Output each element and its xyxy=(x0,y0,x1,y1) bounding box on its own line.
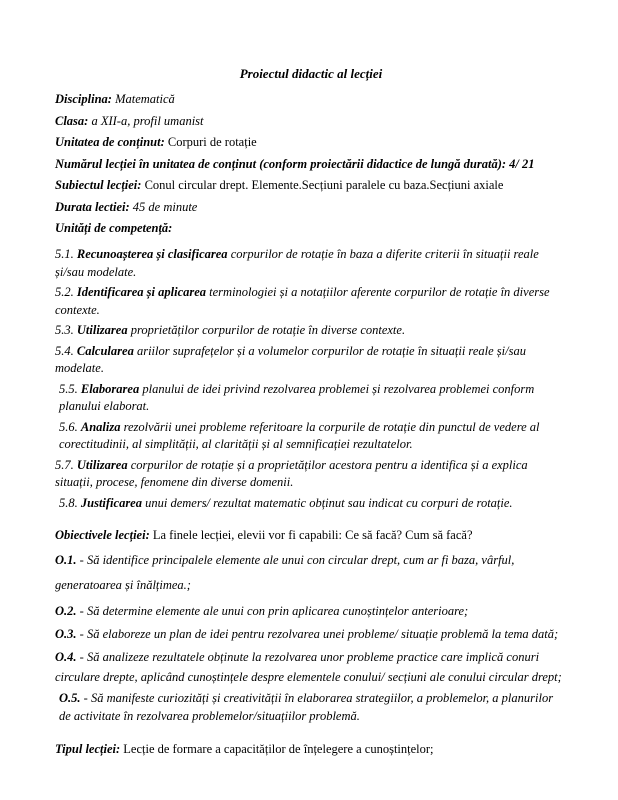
competency-text: corpurilor de rotație și a proprietăților acestora pentru a identifica și a explica situații, procese, fenomene din diverse domenii. xyxy=(55,457,528,489)
meta-label: Unitatea de conținut: xyxy=(55,135,165,149)
meta-label: Durata lectiei: xyxy=(55,199,130,214)
meta-label: Subiectul lecției: xyxy=(55,178,142,192)
objective-text: - Să elaboreze un plan de idei pentru rezolvarea unei probleme/ situație problemă la tema dată; xyxy=(79,627,559,641)
objective-item xyxy=(55,624,567,644)
competency-text: unui demers/ rezultat matematic obținut sau indicat cu corpuri de rotație. xyxy=(145,495,513,510)
competency-verb: Recunoașterea și clasificarea xyxy=(76,247,228,261)
competency-verb: Identificarea și aplicarea xyxy=(76,285,207,299)
meta-line-unitati-competenta xyxy=(55,219,567,237)
objectives-label: Obiectivele lecției: xyxy=(55,528,150,542)
objectives-intro-text: La finele lecției, elevii vor fi capabili: Ce să facă? Cum să facă? xyxy=(152,528,473,542)
competency-item xyxy=(55,246,567,281)
objective-item xyxy=(55,548,567,598)
competency-verb: Calcularea xyxy=(76,343,134,358)
competency-item xyxy=(55,457,567,492)
meta-line-numarul xyxy=(55,155,567,173)
objective-item xyxy=(55,601,567,621)
competency-number: 5.4. xyxy=(55,343,74,358)
objective-number: O.4. xyxy=(55,650,77,664)
meta-label: Numărul lecției în unitatea de conținut (conform proiectării didactice de lungă durată): 4/ 21 xyxy=(55,156,535,171)
competency-text: terminologiei și a notațiilor aferente corpurilor de rotație în diverse contexte. xyxy=(55,285,550,317)
competency-item xyxy=(55,381,567,416)
objective-number: O.2. xyxy=(55,604,77,618)
objective-text: - Să analizeze rezultatele obținute la rezolvarea unor probleme practice care implică conuri circulare drepte, aplicând cunoștințele despre elementele conului/ secțiuni ale conului circular drept; xyxy=(55,650,562,684)
lesson-type-line xyxy=(55,740,567,758)
meta-line-clasa xyxy=(55,112,567,130)
objective-number: O.5. xyxy=(59,691,81,705)
meta-label: Disciplina: xyxy=(55,92,112,106)
competency-number: 5.8. xyxy=(59,495,78,510)
competency-item xyxy=(55,322,567,340)
competency-text: planului de idei privind rezolvarea problemei și rezolvarea problemei conform planului elaborat. xyxy=(59,381,535,413)
competency-item xyxy=(55,284,567,319)
competencies-section xyxy=(55,246,567,512)
competency-number: 5.5. xyxy=(59,381,78,396)
meta-label: Clasa: xyxy=(55,113,89,128)
objective-number: O.1. xyxy=(55,553,77,567)
objective-item xyxy=(55,647,567,687)
meta-line-subiectul xyxy=(55,176,567,194)
competency-verb: Justificarea xyxy=(80,495,142,510)
meta-line-disciplina xyxy=(55,90,567,108)
meta-value: Conul circular drept. Elemente.Secțiuni paralele cu baza.Secțiuni axiale xyxy=(144,178,504,192)
lesson-type-text: Lecție de formare a capacităților de înțelegere a cunoștințelor; xyxy=(123,742,434,756)
competency-text: ariilor suprafețelor și a volumelor corpurilor de rotație în situații reale și/sau modelate. xyxy=(55,343,526,375)
competency-text: rezolvării unei probleme referitoare la corpurile de rotație din punctul de vedere al corectitudinii, al simplității, al clarității și al semnificației rezultatelor. xyxy=(59,419,540,451)
competency-item xyxy=(55,419,567,454)
competency-number: 5.2. xyxy=(55,285,74,299)
competency-number: 5.3. xyxy=(55,323,74,337)
lesson-type-label: Tipul lecției: xyxy=(55,742,121,756)
competency-text: corpurilor de rotație în baza a diferite criterii în situații reale și/sau modelate. xyxy=(55,247,539,279)
meta-label: Unități de competență: xyxy=(55,221,173,235)
meta-line-durata xyxy=(55,198,567,216)
competency-item xyxy=(55,343,567,378)
competency-verb: Elaborarea xyxy=(80,381,140,396)
meta-value: a XII-a, profil umanist xyxy=(91,113,204,128)
objectives-section xyxy=(55,526,567,725)
competency-number: 5.7. xyxy=(55,457,74,472)
meta-value: 45 de minute xyxy=(132,199,198,214)
competency-verb: Utilizarea xyxy=(76,457,128,472)
competency-number: 5.1. xyxy=(55,247,74,261)
meta-value: Corpuri de rotație xyxy=(167,135,257,149)
objective-text: - Să manifeste curiozități și creativității în elaborarea strategiilor, a problemelor, a planurilor de activitate în rezolvarea problemelor/situațiilor problemă. xyxy=(59,691,554,723)
objective-number: O.3. xyxy=(55,627,77,641)
meta-value: Matematică xyxy=(115,92,175,106)
page-title: Proiectul didactic al lecției xyxy=(239,66,383,81)
competency-item xyxy=(55,495,567,513)
objective-text: - Să determine elemente ale unui con prin aplicarea cunoștințelor anterioare; xyxy=(79,604,469,618)
objective-text: - Să identifice principalele elemente ale unui con circular drept, cum ar fi baza, vârful, generatoarea și înălțimea.; xyxy=(55,553,515,592)
objective-item xyxy=(55,690,567,725)
meta-line-unitatea xyxy=(55,133,567,151)
competency-verb: Utilizarea xyxy=(76,323,128,337)
competency-verb: Analiza xyxy=(80,419,121,434)
objectives-intro xyxy=(55,526,567,544)
competency-number: 5.6. xyxy=(59,419,78,434)
competency-text: proprietăților corpurilor de rotație în diverse contexte. xyxy=(130,323,406,337)
